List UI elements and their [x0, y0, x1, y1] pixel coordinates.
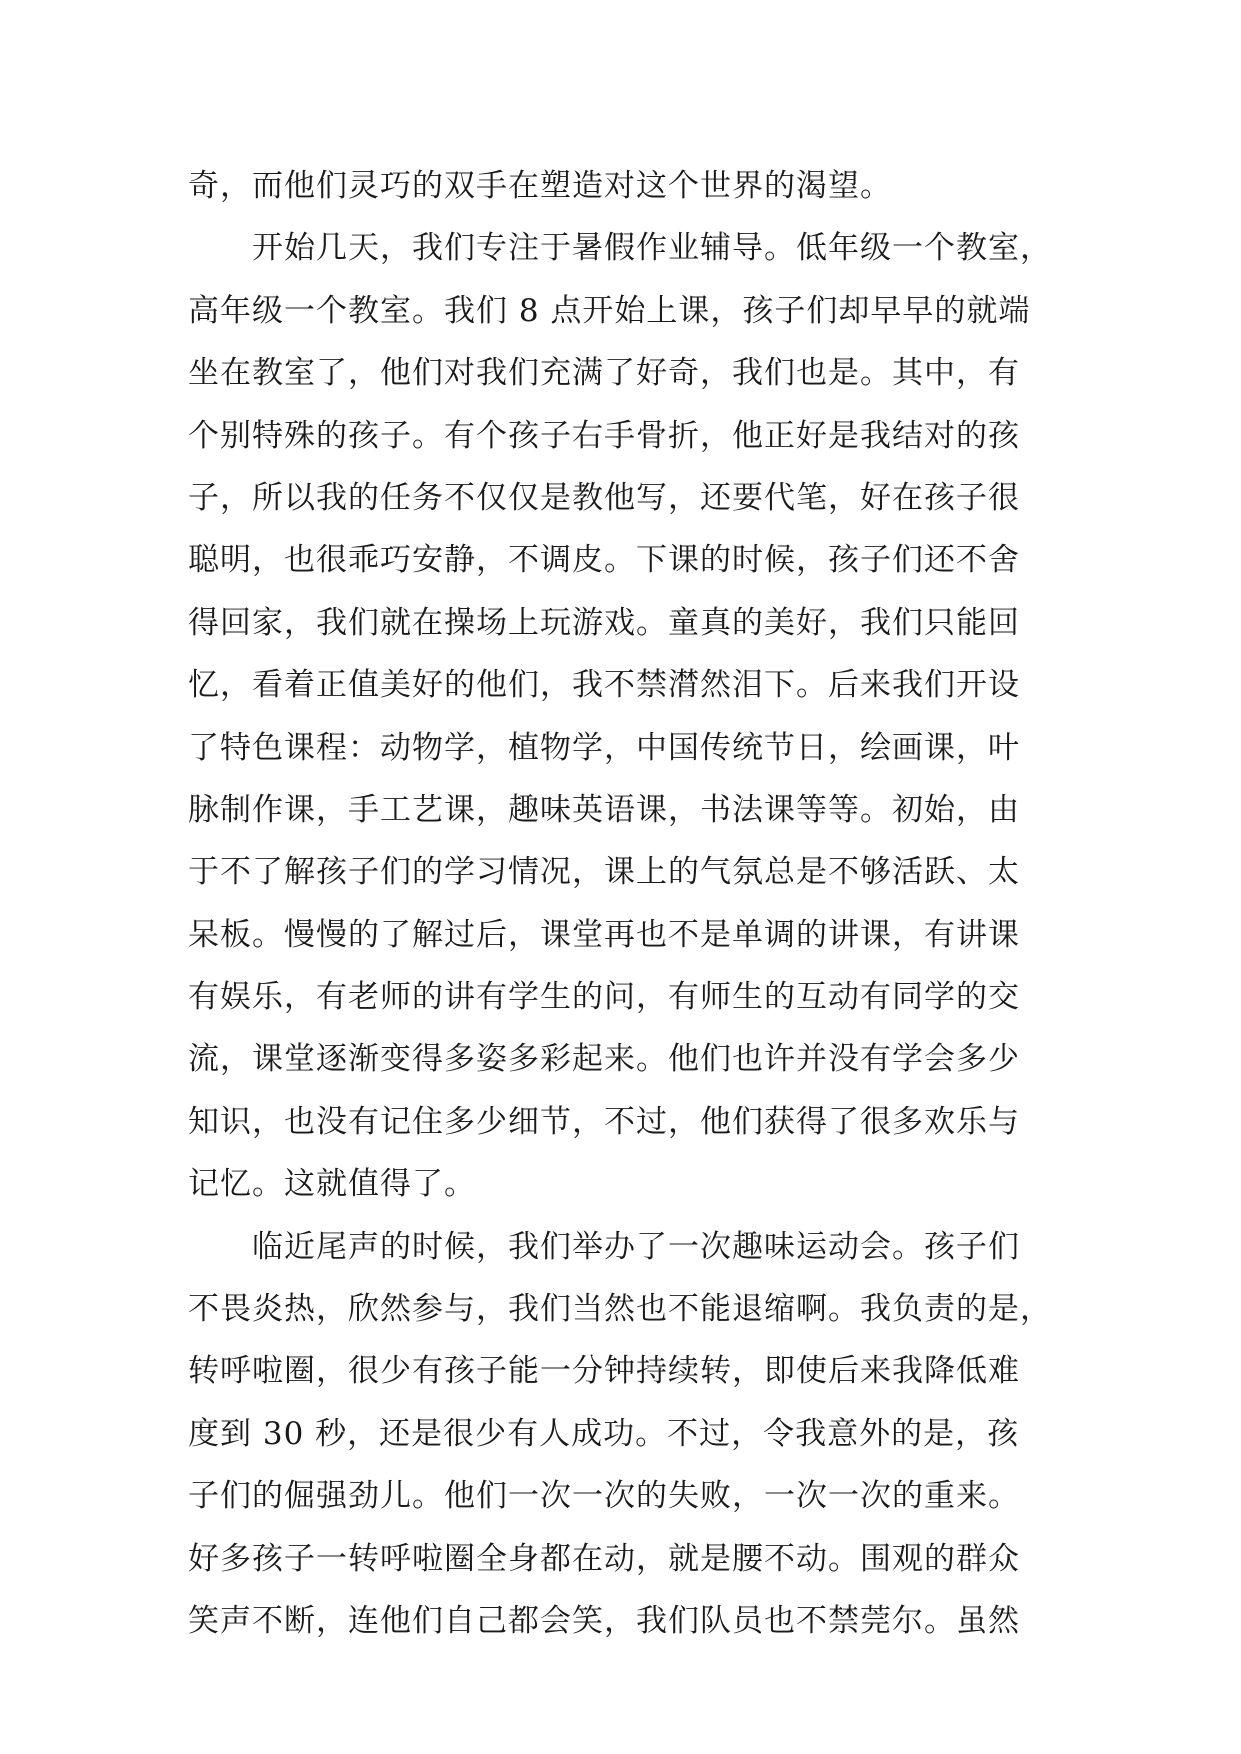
text-line: 度到 30 秒，还是很少有人成功。不过，令我意外的是，孩: [188, 1415, 1020, 1452]
text-line: 于不了解孩子们的学习情况，课上的气氛总是不够活跃、太: [188, 854, 1020, 891]
text-line: 子们的倔强劲儿。他们一次一次的失败，一次一次的重来。: [188, 1478, 1020, 1515]
text-line: 不畏炎热，欣然参与，我们当然也不能退缩啊。我负责的是，: [188, 1291, 1052, 1328]
text-line: 记忆。这就值得了。: [188, 1166, 476, 1203]
text-line: 呆板。慢慢的了解过后，课堂再也不是单调的讲课，有讲课: [188, 916, 1020, 953]
text-line: 聪明，也很乖巧安静，不调皮。下课的时候，孩子们还不舍: [188, 542, 1020, 579]
text-line: 了特色课程：动物学，植物学，中国传统节日，绘画课，叶: [188, 729, 1020, 766]
text-line: 个别特殊的孩子。有个孩子右手骨折，他正好是我结对的孩: [188, 417, 1020, 454]
text-line: 奇，而他们灵巧的双手在塑造对这个世界的渴望。: [188, 168, 892, 204]
text-line: 笑声不断，连他们自己都会笑，我们队员也不禁莞尔。虽然: [188, 1602, 1020, 1639]
text-line: 好多孩子一转呼啦圈全身都在动，就是腰不动。围观的群众: [188, 1540, 1020, 1577]
text-line: 坐在教室了，他们对我们充满了好奇，我们也是。其中，有: [188, 355, 1020, 392]
text-line: 脉制作课，手工艺课，趣味英语课，书法课等等。初始，由: [188, 791, 1020, 828]
paragraph-start-line: 开始几天，我们专注于暑假作业辅导。低年级一个教室，: [252, 230, 1052, 267]
text-line: 转呼啦圈，很少有孩子能一分钟持续转，即使后来我降低难: [188, 1353, 1020, 1390]
text-line: 流，课堂逐渐变得多姿多彩起来。他们也许并没有学会多少: [188, 1041, 1020, 1078]
text-line: 子，所以我的任务不仅仅是教他写，还要代笔，好在孩子很: [188, 479, 1020, 516]
text-line: 高年级一个教室。我们 8 点开始上课，孩子们却早早的就端: [188, 292, 1031, 329]
text-line: 有娱乐，有老师的讲有学生的问，有师生的互动有同学的交: [188, 979, 1020, 1016]
text-line: 得回家，我们就在操场上玩游戏。童真的美好，我们只能回: [188, 604, 1020, 641]
body-text: [188, 155, 1068, 1652]
text-line: 忆，看着正值美好的他们，我不禁潸然泪下。后来我们开设: [188, 667, 1020, 704]
text-line: 知识，也没有记住多少细节，不过，他们获得了很多欢乐与: [188, 1103, 1020, 1140]
paragraph-start-line: 临近尾声的时候，我们举办了一次趣味运动会。孩子们: [252, 1228, 1020, 1265]
